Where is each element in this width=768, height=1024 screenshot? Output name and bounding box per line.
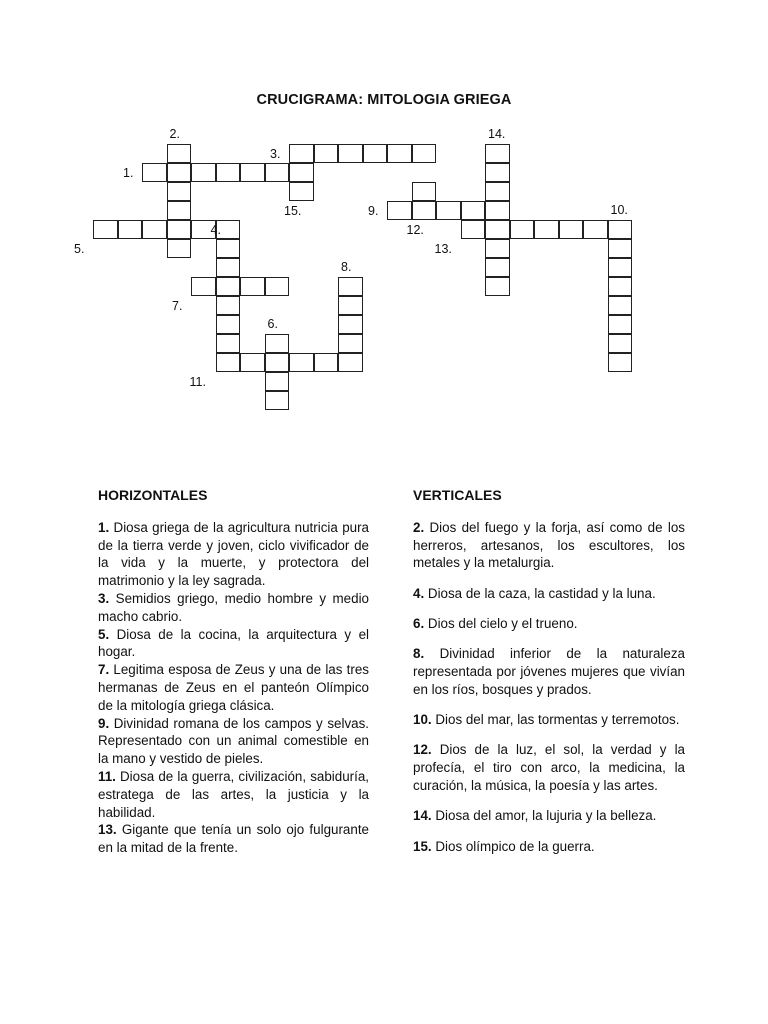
- clue-item: [98, 519, 369, 590]
- crossword-cell[interactable]: [608, 334, 633, 353]
- verticales-column: [413, 487, 685, 868]
- crossword-cell[interactable]: [142, 163, 167, 182]
- crossword-cell[interactable]: [387, 201, 412, 220]
- crossword-cell[interactable]: [412, 144, 437, 163]
- crossword-cell[interactable]: [167, 220, 192, 239]
- clue-text: Dios de la luz, el sol, la verdad y la profecía, el tiro con arco, la medicina, la curación, la música, la poesía y las artes.: [413, 742, 685, 794]
- crossword-cell[interactable]: [608, 220, 633, 239]
- crossword-cell[interactable]: [485, 163, 510, 182]
- crossword-cell[interactable]: [338, 334, 363, 353]
- crossword-cell[interactable]: [608, 277, 633, 296]
- crossword-cell[interactable]: [436, 201, 461, 220]
- crossword-cell[interactable]: [338, 315, 363, 334]
- clue-item: [413, 615, 685, 633]
- clue-number: 6.: [413, 615, 425, 631]
- clue-number: 7.: [98, 662, 110, 678]
- clue-number: 9.: [98, 715, 110, 731]
- clue-number: 13.: [98, 822, 117, 838]
- clue-number: 2.: [413, 519, 425, 535]
- crossword-cell[interactable]: [534, 220, 559, 239]
- crossword-cell[interactable]: [265, 277, 290, 296]
- clue-number: 3.: [98, 590, 110, 606]
- clue-item: [413, 519, 685, 572]
- verticales-heading: VERTICALES: [413, 487, 502, 503]
- crossword-cell[interactable]: [510, 220, 535, 239]
- crossword-cell[interactable]: [167, 163, 192, 182]
- crossword-cell[interactable]: [485, 182, 510, 201]
- clue-text: Divinidad romana de los campos y selvas. Representado con un animal comestible en la mano y vestido de pieles.: [98, 715, 369, 767]
- clue-item: [413, 838, 685, 856]
- crossword-cell[interactable]: [608, 239, 633, 258]
- clue-number: 5.: [98, 626, 110, 642]
- clue-item: [98, 821, 369, 857]
- crossword-cell[interactable]: [265, 372, 290, 391]
- horizontales-heading: HORIZONTALES: [98, 487, 208, 503]
- crossword-cell[interactable]: [289, 144, 314, 163]
- crossword-cell[interactable]: [191, 163, 216, 182]
- clue-number: 4.: [413, 585, 425, 601]
- crossword-cell[interactable]: [167, 201, 192, 220]
- clue-text: Dios del mar, las tormentas y terremotos.: [431, 712, 680, 728]
- crossword-cell[interactable]: [338, 296, 363, 315]
- clue-item: [413, 741, 685, 794]
- clue-item: [98, 590, 369, 626]
- clue-number: 14.: [413, 808, 432, 824]
- crossword-cell[interactable]: [363, 144, 388, 163]
- clue-number-label: 11.: [189, 374, 206, 389]
- clue-text: Dios olímpico de la guerra.: [431, 838, 595, 854]
- clue-text: Gigante que tenía un solo ojo fulgurante en la mitad de la frente.: [98, 822, 369, 856]
- crossword-cell[interactable]: [216, 163, 241, 182]
- crossword-cell[interactable]: [265, 334, 290, 353]
- clue-item: [413, 585, 685, 603]
- clue-number: 1.: [98, 519, 110, 535]
- clue-number-label: 2.: [169, 127, 180, 141]
- crossword-cell[interactable]: [118, 220, 143, 239]
- clue-text: Diosa de la cocina, la arquitectura y el hogar.: [98, 626, 369, 660]
- crossword-cell[interactable]: [338, 277, 363, 296]
- crossword-cell[interactable]: [289, 163, 314, 182]
- horizontales-column: [98, 487, 369, 857]
- clue-number: 10.: [413, 712, 432, 728]
- horizontales-clue-list: [98, 519, 369, 857]
- clue-number: 15.: [413, 838, 432, 854]
- clue-number-label: 7.: [172, 298, 183, 313]
- clue-number-label: 13.: [434, 241, 452, 256]
- crossword-cell[interactable]: [216, 296, 241, 315]
- clue-number-label: 15.: [284, 203, 302, 218]
- clue-text: Diosa griega de la agricultura nutricia pura de la tierra verde y joven, ciclo vivificador de la vida y la muerte, y protectora del matrimonio y la ley sagrada.: [98, 519, 369, 589]
- crossword-cell[interactable]: [216, 277, 241, 296]
- crossword-cell[interactable]: [559, 220, 584, 239]
- crossword-cell[interactable]: [338, 353, 363, 372]
- crossword-cell[interactable]: [608, 258, 633, 277]
- clue-text: Divinidad inferior de la naturaleza representada por jóvenes mujeres que vivían en los ríos, bosques y prados.: [413, 646, 685, 697]
- clue-text: Semidios griego, medio hombre y medio macho cabrio.: [98, 590, 369, 624]
- crossword-cell[interactable]: [216, 258, 241, 277]
- crossword-cell[interactable]: [461, 220, 486, 239]
- clue-text: Legitima esposa de Zeus y una de las tres hermanas de Zeus en el panteón Olímpico de la mitología griega clásica.: [98, 662, 369, 713]
- clue-item: [98, 626, 369, 662]
- crossword-cell[interactable]: [461, 201, 486, 220]
- clue-number: 12.: [413, 742, 432, 758]
- clue-number-label: 10.: [610, 203, 628, 217]
- clue-item: [413, 645, 685, 698]
- clue-number: 8.: [413, 646, 425, 662]
- clue-item: [413, 711, 685, 729]
- crossword-cell[interactable]: [412, 182, 437, 201]
- crossword-cell[interactable]: [314, 353, 339, 372]
- crossword-cell[interactable]: [485, 220, 510, 239]
- clue-item: [98, 715, 369, 768]
- crossword-cell[interactable]: [216, 315, 241, 334]
- crossword-cell[interactable]: [485, 239, 510, 258]
- crossword-cell[interactable]: [412, 201, 437, 220]
- crossword-cell[interactable]: [216, 239, 241, 258]
- crossword-cell[interactable]: [93, 220, 118, 239]
- clue-text: Diosa del amor, la lujuria y la belleza.: [431, 808, 657, 824]
- clue-item: [98, 661, 369, 714]
- crossword-cell[interactable]: [387, 144, 412, 163]
- crossword-cell[interactable]: [485, 258, 510, 277]
- clue-text: Dios del fuego y la forja, así como de los herreros, artesanos, los escultores, los metales y la metalurgia.: [413, 519, 685, 571]
- crossword-cell[interactable]: [265, 353, 290, 372]
- clue-number-label: 1.: [123, 165, 134, 180]
- crossword-grid: [0, 0, 768, 470]
- clue-number: 11.: [98, 768, 116, 784]
- clue-item: [413, 807, 685, 825]
- clue-number-label: 9.: [368, 203, 379, 218]
- crossword-cell[interactable]: [240, 163, 265, 182]
- crossword-cell[interactable]: [338, 144, 363, 163]
- crossword-cell[interactable]: [167, 239, 192, 258]
- crossword-cell[interactable]: [608, 353, 633, 372]
- clue-number-label: 5.: [74, 241, 85, 256]
- crossword-cell[interactable]: [485, 201, 510, 220]
- clue-text: Dios del cielo y el trueno.: [424, 615, 578, 631]
- crossword-cell[interactable]: [216, 334, 241, 353]
- crossword-cell[interactable]: [608, 296, 633, 315]
- crossword-cell[interactable]: [289, 182, 314, 201]
- clue-number-label: 14.: [488, 127, 506, 141]
- crossword-cell[interactable]: [485, 277, 510, 296]
- crossword-cell[interactable]: [583, 220, 608, 239]
- crossword-cell[interactable]: [608, 315, 633, 334]
- crossword-cell[interactable]: [314, 144, 339, 163]
- verticales-clue-list: [413, 519, 685, 856]
- crossword-cell[interactable]: [191, 277, 216, 296]
- crossword-cell[interactable]: [265, 163, 290, 182]
- crossword-cell[interactable]: [142, 220, 167, 239]
- crossword-cell[interactable]: [240, 277, 265, 296]
- crossword-cell[interactable]: [240, 353, 265, 372]
- crossword-cell[interactable]: [216, 353, 241, 372]
- clue-item: [98, 768, 369, 821]
- page-title: CRUCIGRAMA: MITOLOGIA GRIEGA: [256, 92, 512, 108]
- clue-number-label: 12.: [406, 222, 424, 237]
- crossword-cell[interactable]: [289, 353, 314, 372]
- clue-text: Diosa de la caza, la castidad y la luna.: [424, 585, 656, 601]
- crossword-cell[interactable]: [167, 144, 192, 163]
- clue-number-label: 6.: [267, 317, 278, 331]
- clue-text: Diosa de la guerra, civilización, sabiduría, estratega de las artes, la justicia y la habilidad.: [98, 768, 369, 820]
- clue-number-label: 8.: [341, 260, 352, 274]
- crossword-cell[interactable]: [265, 391, 290, 410]
- crossword-cell[interactable]: [167, 182, 192, 201]
- clue-number-label: 4.: [210, 222, 221, 237]
- clue-number-label: 3.: [270, 146, 281, 161]
- crossword-cell[interactable]: [485, 144, 510, 163]
